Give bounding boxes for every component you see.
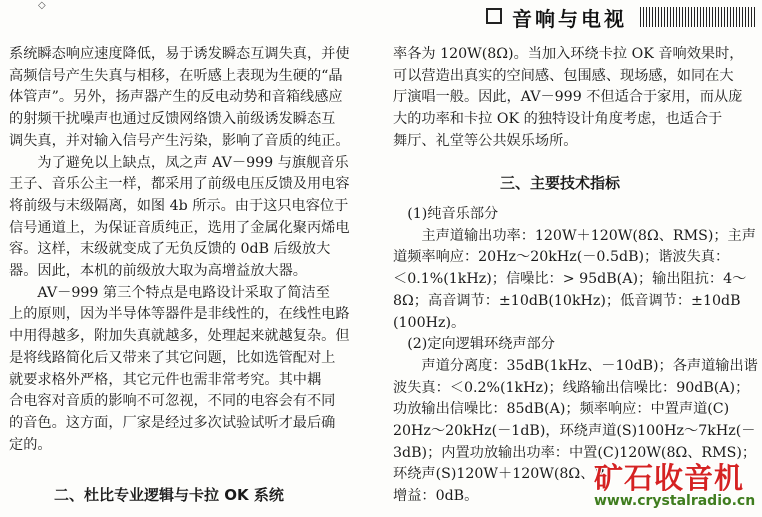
text-line: AV－999 第三个特点是电路设计采取了简洁至: [9, 284, 330, 301]
text-line: 为了避免以上缺点，凤之声 AV－999 与旗舰音乐: [9, 154, 349, 171]
text-line: 3dB)；内置功放输出功率：中置(C)120W(8Ω、RMS)；: [393, 444, 757, 461]
text-line: (2)定向逻辑环绕声部分: [393, 336, 555, 353]
header-square-icon: [486, 8, 502, 24]
text-line: ＜0.1%(1kHz)；信噪比：> 95dB(A)；输出阻抗：4～: [393, 271, 747, 288]
text-line: 就要求格外严格，其它元件也需非常考究。其中耦: [9, 371, 322, 388]
text-line: 率各为 120W(8Ω)。当加入环绕卡拉 OK 音响效果时，: [393, 46, 744, 62]
left-column: [9, 44, 371, 456]
text-line: (100Hz)。: [393, 314, 466, 331]
section-heading-dolby: 二、杜比专业逻辑与卡拉 OK 系统: [54, 486, 284, 504]
text-line: 声道分离度：35dB(1kHz、－10dB)；各声道输出谐: [393, 357, 758, 374]
text-line: 道频率响应：20Hz～20kHz(－0.5dB)；谐波失真：: [393, 249, 730, 266]
text-line: 20Hz～20kHz(－1dB)，环绕声道(S)100Hz～7kHz(－: [393, 423, 756, 440]
text-line: 8Ω；高音调节：±10dB(10kHz)；低音调节：±10dB: [393, 292, 741, 309]
text-line: 大的功率和卡拉 OK 的独特设计角度考虑，也适合于: [393, 111, 723, 128]
text-line: 中用得越多，附加失真就越多，处理起来就越复杂。但: [9, 328, 350, 345]
text-line: 器。因此，本机的前级放大取为高增益放大器。: [9, 263, 307, 280]
text-line: 的射频干扰噪声也通过反馈网络馈入前级诱发瞬态互: [9, 111, 336, 128]
text-line: 的音色。这方面，厂家是经过多次试验试听才最后确: [9, 414, 336, 431]
text-line: 王子、音乐公主一样，都采用了前级电压反馈及用电容: [9, 176, 350, 193]
text-line: 合电容对音质的影响不可忽视，不同的电容会有不同: [9, 393, 336, 410]
section-heading-specs: 三、主要技术指标: [500, 174, 621, 192]
text-line: 调失真，并对输入信号产生污染，影响了音质的纯正。: [9, 132, 350, 149]
text-line: 可以营造出真实的空间感、包围感、现场感，如同在大: [393, 67, 734, 84]
header-pattern-bar: [640, 7, 756, 27]
watermark-logo-text: 矿石收音机: [594, 461, 745, 495]
text-line: 主声道输出功率：120W＋120W(8Ω、RMS)；主声: [393, 227, 756, 244]
text-line: 系统瞬态响应速度降低，易于诱发瞬态互调失真，并使: [9, 46, 350, 62]
text-line: 功放输出信噪比：85dB(A)；频率响应：中置声道(C): [393, 401, 730, 418]
text-line: 是将线路简化后又带来了其它问题，比如选管配对上: [9, 349, 336, 366]
text-line: 信号通道上，为保证音质纯正，选用了金属化聚丙烯电: [9, 219, 350, 236]
right-column-top: [393, 44, 755, 153]
text-line: 环绕声(S)120W＋120W(8Ω、R: [393, 466, 606, 483]
text-line: 容。这样，末级就变成了无负反馈的 0dB 后级放大: [9, 241, 331, 258]
text-line: 上的原则，因为半导体等器件是非线性的，在线性电路: [9, 306, 350, 323]
text-line: 定的。: [9, 436, 52, 453]
watermark-url: www.crystalradio.cn: [594, 493, 756, 509]
page-header-title: 音响与电视: [512, 7, 627, 31]
text-line: 高频信号产生失真与相移，在听感上表现为生硬的“晶: [9, 67, 343, 84]
text-line: 波失真：＜0.2%(1kHz)；线路输出信噪比：90dB(A)；: [393, 379, 750, 396]
corner-mark: ◇: [38, 0, 46, 11]
text-line: 增益：0dB。: [393, 488, 479, 505]
text-line: 舞厅、礼堂等公共娱乐场所。: [393, 132, 578, 149]
text-line: 将前级与末级隔离，如图 4b 所示。由于这只电容位于: [9, 197, 349, 214]
text-line: (1)纯音乐部分: [393, 206, 499, 222]
text-line: 厅演唱一般。因此，AV－999 不但适合于家用，而从庞: [393, 89, 743, 106]
text-line: 体管声”。另外，扬声器产生的反电动势和音箱线感应: [9, 89, 343, 106]
